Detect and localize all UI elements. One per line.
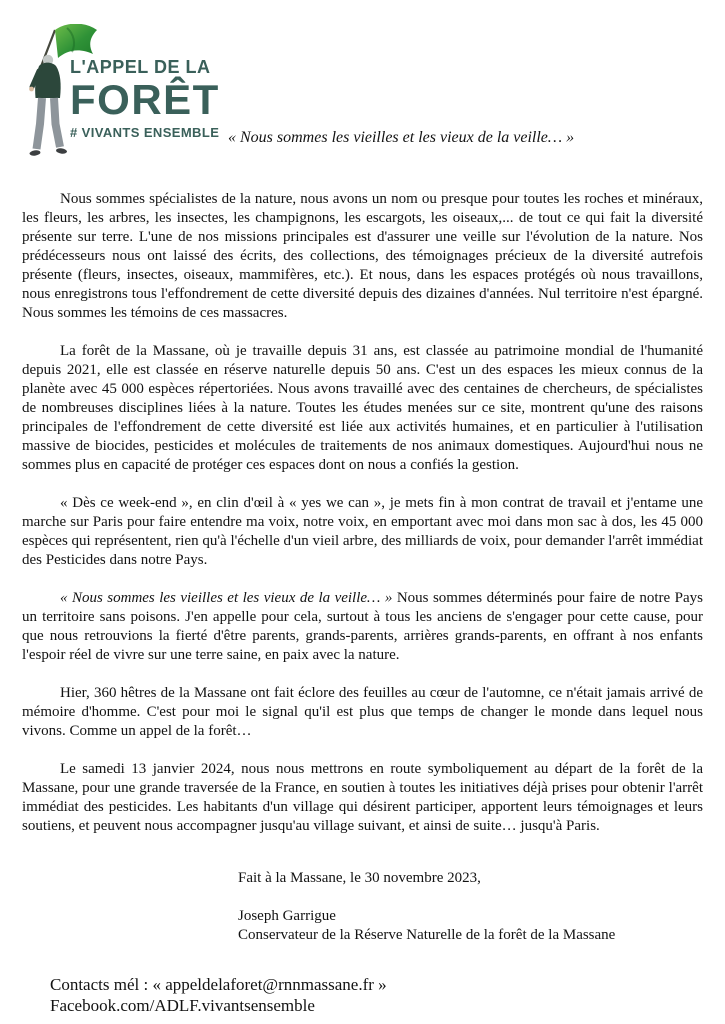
paragraph-4 — [22, 589, 703, 665]
paragraph-5 — [22, 684, 703, 741]
place-date-line: Fait à la Massane, le 30 novembre 2023, — [238, 870, 481, 886]
walker-shoe-right — [56, 148, 68, 155]
logo-title-line2: FORÊT — [70, 76, 220, 123]
walker-jacket — [35, 63, 61, 98]
green-flag — [55, 24, 97, 58]
contact-facebook-line: Facebook.com/ADLF.vivantsensemble — [50, 996, 315, 1015]
contact-email-line: Contacts mél : « appeldelaforet@rnnmassane.fr » — [50, 975, 387, 994]
paragraph-4-italic-lead: « Nous sommes les vieilles et les vieux de la veille… » — [60, 590, 393, 606]
paragraph-3 — [22, 494, 703, 570]
paragraph-1 — [22, 190, 703, 323]
logo-title-line1: L'APPEL DE LA — [70, 57, 211, 77]
paragraph-1-text: Nous sommes spécialistes de la nature, nous avons un nom ou presque pour toutes les roches et minéraux, les fleurs, les arbres, les insectes, les champignons, les escargots, les oiseaux,... de tout ce qui fait la diversité présente sur terre. L'une de nos missions principales est d'assurer une veille sur l'évolution de la nature. Nos prédécesseurs nous ont laissé des écrits, des collections, des témoignages précieux de la diversité autrefois présente (fleurs, insectes, oiseaux, mammifères, etc.). Et nous, dans les espaces protégés où nous travaillons, nous enregistrons tous l'effondrement de cette diversité depuis des dizaines d'années. Nul territoire n'est épargné. Nous sommes les témoins de ces massacres. — [22, 191, 703, 321]
walker-leg-left — [37, 98, 43, 149]
walker-leg-right — [54, 98, 60, 147]
letter-body — [0, 186, 725, 836]
contacts-block — [50, 974, 725, 1016]
walker-shoe-left — [29, 150, 41, 157]
logo-hashtag: # VIVANTS ENSEMBLE — [70, 125, 220, 140]
paragraph-6-text: Le samedi 13 janvier 2024, nous nous mettrons en route symboliquement au départ de la forêt de la Massane, pour une grande traversée de la France, en soutien à toutes les initiatives déjà prises pour obtenir l'arrêt immédiat des pesticides. Les habitants d'un village qui désirent participer, apportent leurs témoignages et leurs soutiens, et peuvent nous accompagner jusqu'au village suivant, et ainsi de suite… jusqu'à Paris. — [22, 761, 703, 834]
closing-block — [238, 869, 725, 945]
signer-name: Joseph Garrigue — [238, 908, 336, 924]
paragraph-2 — [22, 342, 703, 475]
paragraph-3-text: « Dès ce week-end », en clin d'œil à « yes we can », je mets fin à mon contrat de travail et j'entame une marche sur Paris pour faire entendre ma voix, notre voix, en emportant avec moi dans mon sac à dos, les 45 000 espèces qui représentent, rien qu'à l'échelle d'un vieil arbre, des milliards de voix, pour demander l'arrêt immédiat des Pesticides dans notre Pays. — [22, 495, 703, 568]
logo-wordmark — [70, 58, 220, 139]
paragraph-2-text: La forêt de la Massane, où je travaille depuis 31 ans, est classée au patrimoine mondial de l'humanité depuis 2021, elle est classée en réserve naturelle depuis 50 ans. C'est un des espaces les mieux connus de la planète avec 45 000 espèces répertoriées. Nous avons travaillé avec des centaines de chercheurs, de spécialistes de nombreuses disciplines liées à la nature. Toutes les études menées sur ce site, montrent qu'une des raisons principales de l'effondrement de cette diversité est liée aux activités humaines, et en particulier à l'utilisation massive de biocides, pesticides et molécules de traitements de nos animaux domestiques. Aujourd'hui nous ne sommes plus en capacité de protéger ces espaces dont on nous a confiés la gestion. — [22, 343, 703, 473]
epigraph-quote: « Nous sommes les vieilles et les vieux de la veille… » — [228, 129, 575, 146]
letter-header — [0, 0, 725, 186]
paragraph-4-text: Nous sommes déterminés pour faire de notre Pays un territoire sans poisons. J'en appelle pour cela, surtout à tous les anciens de s'engager pour cette cause, pour que nous retrouvions la fierté d'être parents, grands-parents, arrières grands-parents, en offrant à nos enfants l'espoir réel de vivre sur une terre saine, en paix avec la nature. — [22, 590, 703, 663]
paragraph-6 — [22, 760, 703, 836]
signer-title: Conservateur de la Réserve Naturelle de la forêt de la Massane — [238, 927, 616, 943]
paragraph-5-text: Hier, 360 hêtres de la Massane ont fait éclore des feuilles au cœur de l'automne, ce n'était jamais arrivé de mémoire d'homme. C'est pour moi le signal qu'il est plus que temps de changer le monde dans lequel nous vivons. Comme un appel de la forêt… — [22, 685, 703, 739]
